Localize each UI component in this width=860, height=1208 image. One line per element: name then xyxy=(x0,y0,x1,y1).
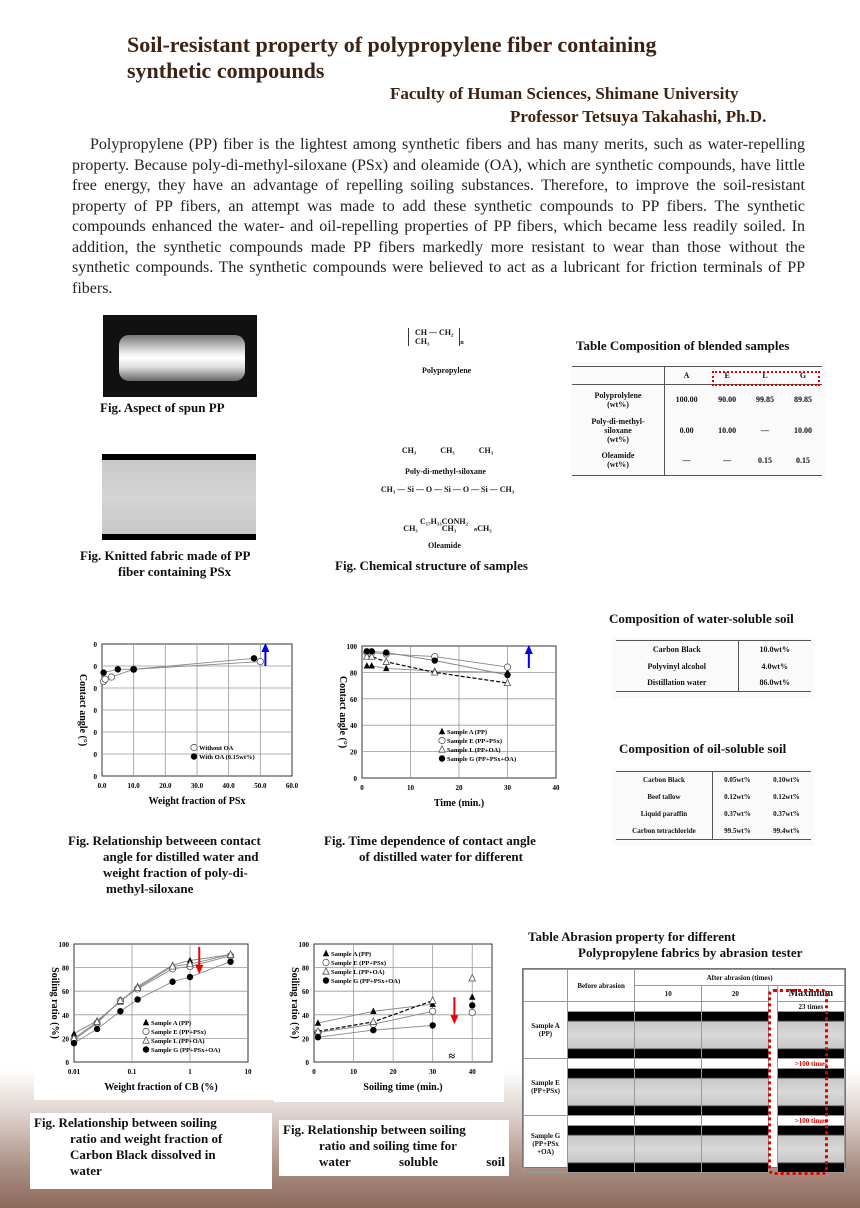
data-point xyxy=(191,753,197,759)
cell: 0.12wt% xyxy=(773,793,800,801)
data-point xyxy=(143,1028,149,1034)
blend-row xyxy=(572,385,822,415)
spun-pp-caption: Fig. Aspect of spun PP xyxy=(100,400,225,415)
data-point xyxy=(469,1009,475,1015)
y-tick-label: 80 xyxy=(350,669,357,678)
data-point xyxy=(469,1002,475,1008)
blend-table-title: Table Composition of blended samples xyxy=(576,338,790,353)
data-point xyxy=(94,1026,100,1032)
soiling-cb-caption xyxy=(30,1113,272,1189)
legend-label: Sample L (PP+OA) xyxy=(331,969,385,976)
cell: 0.37wt% xyxy=(773,810,800,818)
caption-line: angle for distilled water and xyxy=(103,849,259,864)
y-axis-label: Contact angle (°) xyxy=(337,675,348,749)
data-point xyxy=(432,657,438,663)
blend-header-g: G xyxy=(799,371,807,380)
row-label: Polyprolylene xyxy=(594,390,642,400)
cell: Polyvinyl alcohol xyxy=(616,658,738,675)
label-line: (PP+PSx xyxy=(532,1140,559,1148)
fabric-photo xyxy=(635,1126,702,1173)
time-dependence-caption xyxy=(324,833,536,865)
legend-label: Sample A (PP) xyxy=(151,1020,192,1027)
legend-label: Sample E (PP+PSx) xyxy=(447,738,502,745)
data-point xyxy=(257,658,263,664)
row-label-sample-a xyxy=(524,1002,568,1059)
cell: 0.00 xyxy=(679,425,694,435)
fabric-photo xyxy=(568,1126,635,1173)
x-axis-label: Soiling time (min.) xyxy=(363,1082,443,1093)
cell: — xyxy=(723,455,732,465)
x-tick-label: 40.0 xyxy=(222,782,235,790)
cell: 100.00 xyxy=(675,395,698,405)
data-point xyxy=(315,1034,321,1040)
oil-soil-container xyxy=(612,768,815,846)
x-tick-label: 40 xyxy=(552,784,560,792)
max-value: 23 times xyxy=(777,1002,844,1012)
y-tick-label: 20 xyxy=(62,1035,69,1044)
psx-structure xyxy=(355,418,540,548)
x-tick-label: 30.0 xyxy=(190,782,204,790)
abrasion-title-line-1: Table Abrasion property for different xyxy=(528,929,736,944)
y-tick-label: 0 xyxy=(93,663,97,671)
spun-pp-photo xyxy=(103,315,257,397)
legend-label: Sample A (PP) xyxy=(331,951,372,958)
row-label-sample-e xyxy=(524,1059,568,1116)
data-point xyxy=(115,666,121,672)
caption-word: water xyxy=(319,1154,351,1169)
data-point xyxy=(251,655,257,661)
fabric-photo xyxy=(635,1012,702,1059)
polypropylene-name: Polypropylene xyxy=(422,366,472,375)
y-tick-label: 0 xyxy=(93,773,97,781)
caption-line: methyl-siloxane xyxy=(106,881,194,896)
cell: 99.85 xyxy=(756,395,775,405)
y-tick-label: 0 xyxy=(93,641,97,649)
pp-unit-bottom: CH₃ xyxy=(415,337,430,346)
y-axis-label: Soiling ratio (%) xyxy=(289,967,300,1039)
row-label: Oleamide xyxy=(601,451,635,461)
cell: 0.10wt% xyxy=(773,776,800,785)
legend-label: Sample E (PP+PSx) xyxy=(151,1029,206,1036)
x-tick-label: 40 xyxy=(468,1068,476,1076)
caption-line: Fig. Relationship between soiling xyxy=(283,1122,466,1137)
blend-header-l: L xyxy=(762,371,768,380)
cell: 99.4wt% xyxy=(773,826,800,835)
x-axis-label: Weight fraction of PSx xyxy=(148,796,246,807)
y-tick-label: 60 xyxy=(350,695,357,704)
blend-row xyxy=(572,446,822,476)
data-point xyxy=(108,674,114,680)
y-tick-label: 0 xyxy=(305,1059,309,1067)
poster-title xyxy=(127,32,656,84)
x-tick-label: 0 xyxy=(312,1068,316,1076)
x-tick-label: 50.0 xyxy=(254,782,267,790)
caption-line: water xyxy=(70,1163,102,1178)
abrasion-title-line-2: Polypropylene fabrics by abrasion tester xyxy=(578,945,803,960)
y-tick-label: 40 xyxy=(350,722,357,731)
max-value: >100 times xyxy=(777,1059,844,1069)
legend-label: With OA (0.15wt%) xyxy=(199,754,255,761)
cell: Beef tallow xyxy=(616,789,712,806)
oil-soil-title: Composition of oil-soluble soil xyxy=(619,741,787,756)
label-line: Sample E xyxy=(531,1079,560,1087)
fabric-photo xyxy=(568,1012,635,1059)
legend-label: Without OA xyxy=(199,745,234,752)
fabric-caption xyxy=(80,548,250,580)
caption-line: weight fraction of poly-di- xyxy=(103,865,248,880)
legend-label: Sample L (PP+OA) xyxy=(151,1038,205,1045)
abstract: Polypropylene (PP) fiber is the lightest among synthetic fibers and has many merits, such as water-repelling property. Because poly-di-methyl-siloxane (PSx) and oleamide (OA), which are synthetic compounds, have little free energy, they have an advantage of repelling soiling substances. Therefore, to improve the soil-resistant property of PP fibers, an attempt was made to add these synthetic compounds to PP fibers. The synthetic compounds enhanced the water- and oil-repelling properties of PP fibers, which became less readily soiled. In addition, the synthetic compounds made PP fibers markedly more resistant to wear than those without the synthetic compounds. The synthetic compounds were believed to act as a lubricant for friction terminals of PP fibers. xyxy=(72,136,805,297)
y-tick-label: 0 xyxy=(353,775,357,783)
affiliation: Faculty of Human Sciences, Shimane University xyxy=(390,84,739,103)
label-line: (PP) xyxy=(538,1030,553,1038)
pp-n: n xyxy=(460,340,464,346)
legend-label: Sample G (PP+PSx+OA) xyxy=(151,1047,221,1054)
x-tick-label: 20 xyxy=(455,784,463,792)
y-tick-label: 40 xyxy=(302,1011,309,1020)
blend-header-e: E xyxy=(724,371,730,380)
chart-contact-angle-time-container xyxy=(320,632,570,822)
cell: 10.00 xyxy=(718,425,737,435)
blend-table-container xyxy=(570,362,826,480)
x-tick-label: 0.0 xyxy=(97,782,107,790)
caption-line: Fig. Time dependence of contact angle xyxy=(324,833,536,848)
data-point xyxy=(370,1027,376,1033)
cell: 10.00 xyxy=(794,425,812,435)
y-tick-label: 0 xyxy=(93,707,97,715)
x-tick-label: 10 xyxy=(407,784,414,792)
psx-name: Poly-di-methyl-siloxane xyxy=(405,467,486,476)
y-tick-label: 0 xyxy=(93,729,97,737)
y-tick-label: 100 xyxy=(298,941,309,949)
caption-line: Carbon Black dissolved in xyxy=(70,1147,216,1162)
cell: 4.0wt% xyxy=(761,661,788,671)
water-soil-table xyxy=(616,640,811,692)
x-tick-label: 60.0 xyxy=(285,782,299,790)
data-point xyxy=(323,959,329,965)
chart-soiling-time-container xyxy=(274,932,504,1102)
data-point xyxy=(429,1022,435,1028)
data-point xyxy=(100,669,106,675)
header-20: 20 xyxy=(702,986,769,1002)
fabric-photo xyxy=(635,1069,702,1116)
data-point xyxy=(227,959,233,965)
x-tick-label: 30 xyxy=(429,1068,437,1076)
fabric-photo xyxy=(702,1126,769,1173)
fabric-photo xyxy=(702,1012,769,1059)
header-after-abrasion: After abrasion (times) xyxy=(635,970,845,986)
row-label-sample-g xyxy=(524,1116,568,1173)
highlight-frame-egl xyxy=(712,371,820,386)
data-point xyxy=(71,1040,77,1046)
label-line: Sample G xyxy=(530,1132,561,1140)
cell: Liquid paraffin xyxy=(616,806,712,823)
knitted-fabric-photo xyxy=(102,454,256,540)
legend-label: Sample G (PP+PSx+OA) xyxy=(447,756,517,763)
fabric-caption-line-1: Fig. Knitted fabric made of PP xyxy=(80,548,251,563)
caption-line: of distilled water for different xyxy=(359,849,523,864)
abrasion-title xyxy=(528,929,802,961)
chem-caption: Fig. Chemical structure of samples xyxy=(335,558,528,573)
blend-header-a: A xyxy=(683,371,690,380)
label-line: Sample A xyxy=(531,1022,560,1030)
soiling-time-caption xyxy=(279,1120,509,1176)
legend-label: Sample A (PP) xyxy=(447,729,488,736)
title-line-1: Soil-resistant property of polypropylene fiber containing xyxy=(127,32,657,57)
header-maximum: Maximum xyxy=(777,986,844,1002)
psx-bottom: CH₃ CH₃ ₙCH₃ xyxy=(403,524,492,533)
data-point xyxy=(504,664,510,670)
x-tick-label: 10 xyxy=(244,1068,252,1076)
author: Professor Tetsuya Takahashi, Ph.D. xyxy=(510,107,767,126)
y-tick-label: 60 xyxy=(302,988,309,997)
fabric-photo xyxy=(702,1069,769,1116)
cell: 0.15 xyxy=(796,455,810,465)
caption-line: Fig. Relationship betweeen contact xyxy=(68,833,261,848)
row-unit: (wt%) xyxy=(607,399,629,409)
x-tick-label: 10 xyxy=(350,1068,358,1076)
cell: 99.5wt% xyxy=(724,826,751,835)
fabric-caption-line-2: fiber containing PSx xyxy=(118,564,232,579)
caption-word: soil xyxy=(486,1154,505,1169)
data-point xyxy=(383,649,389,655)
caption-line: ratio and weight fraction of xyxy=(70,1131,223,1146)
label-line: (PP+PSx) xyxy=(531,1087,560,1095)
axis-break-icon: ≈ xyxy=(448,1049,456,1063)
oleamide-formula: C₁₇H₃₃CONH₂ xyxy=(420,517,468,526)
x-tick-label: 0.1 xyxy=(127,1068,137,1076)
polypropylene-structure xyxy=(408,328,464,346)
x-tick-label: 0.01 xyxy=(67,1068,81,1076)
x-tick-label: 30 xyxy=(504,784,511,792)
chart-soiling-cb xyxy=(34,930,274,1100)
y-tick-label: 80 xyxy=(302,964,309,973)
psx-mid: CH₃ — Si — O — Si — O — Si — CH₃ xyxy=(380,485,515,494)
cell: Carbon Black xyxy=(616,641,738,658)
chart-contact-angle-time xyxy=(320,632,570,822)
cell: — xyxy=(682,455,691,465)
data-point xyxy=(191,744,197,750)
x-tick-label: 20.0 xyxy=(159,782,172,790)
y-axis-label: Contact angle (°) xyxy=(77,673,88,747)
y-tick-label: 40 xyxy=(62,1011,69,1020)
y-tick-label: 20 xyxy=(350,748,357,757)
y-tick-label: 0 xyxy=(93,751,97,759)
data-point xyxy=(429,1008,435,1014)
water-soil-title: Composition of water-soluble soil xyxy=(609,611,794,626)
cell: 0.37wt% xyxy=(724,810,751,818)
x-tick-label: 20 xyxy=(389,1068,397,1076)
cell: 0.15 xyxy=(758,455,773,465)
label-line: +OA) xyxy=(537,1148,554,1156)
fabric-photo xyxy=(568,1069,635,1116)
data-point xyxy=(504,672,510,678)
chart-contact-angle-psx xyxy=(64,632,302,822)
row-label: Poly-di-methyl-siloxane xyxy=(591,416,645,435)
data-point xyxy=(130,666,136,672)
cell: 89.85 xyxy=(794,395,812,405)
legend-label: Sample L (PP+OA) xyxy=(447,747,501,754)
data-point xyxy=(439,755,445,761)
data-point xyxy=(169,979,175,985)
blend-header-empty xyxy=(572,367,665,385)
data-point xyxy=(323,977,329,983)
chart-contact-angle-psx-container xyxy=(64,632,302,822)
y-axis-label: Soiling ratio (%) xyxy=(49,967,60,1039)
x-tick-label: 0 xyxy=(360,784,364,792)
cell: — xyxy=(761,425,770,435)
header-before-abrasion: Before abrasion xyxy=(568,970,635,1002)
y-tick-label: 60 xyxy=(62,988,69,997)
contact-angle-caption xyxy=(68,833,261,897)
x-axis-label: Time (min.) xyxy=(433,798,485,809)
data-point xyxy=(143,1046,149,1052)
cell: 90.00 xyxy=(718,395,737,405)
max-value: >100 times xyxy=(777,1116,844,1126)
cell: 10.0wt% xyxy=(759,644,790,654)
legend-label: Sample G (PP+PSx+OA) xyxy=(331,978,401,985)
x-tick-label: 1 xyxy=(188,1068,192,1076)
data-point xyxy=(439,737,445,743)
data-point xyxy=(117,1008,123,1014)
data-point xyxy=(187,974,193,980)
chart-soiling-time xyxy=(274,932,504,1102)
cell: Distillation water xyxy=(616,675,738,692)
cell: Carbon Black xyxy=(616,772,712,789)
caption-line: ratio and soiling time for xyxy=(319,1138,457,1153)
blend-row xyxy=(572,415,822,446)
caption-line: Fig. Relationship between soiling xyxy=(34,1115,217,1130)
data-point xyxy=(369,648,375,654)
chart-soiling-cb-container xyxy=(34,930,274,1100)
oleamide-name: Oleamide xyxy=(428,541,461,550)
water-soil-container xyxy=(612,637,815,699)
cell: 0.05wt% xyxy=(724,776,751,785)
legend-label: Sample E (PP+PSx) xyxy=(331,960,386,967)
y-tick-label: 20 xyxy=(302,1035,309,1044)
row-unit: (wt%) xyxy=(607,434,629,444)
cell: 86.0wt% xyxy=(759,678,790,688)
cell: 0.12wt% xyxy=(724,793,751,801)
maximum-highlight-frame xyxy=(768,989,828,1175)
data-point xyxy=(102,676,108,682)
y-tick-label: 0 xyxy=(93,685,97,693)
y-tick-label: 80 xyxy=(62,964,69,973)
data-point xyxy=(134,996,140,1002)
x-tick-label: 10.0 xyxy=(127,782,140,790)
y-tick-label: 100 xyxy=(346,643,357,651)
oil-soil-table xyxy=(616,771,811,840)
x-axis-label: Weight fraction of CB (%) xyxy=(104,1082,218,1093)
row-unit: (wt%) xyxy=(607,460,629,470)
psx-top: CH₃ CH₃ CH₃ xyxy=(401,446,494,455)
caption-line xyxy=(283,1154,505,1170)
pp-unit-top: CH — CH₂ xyxy=(415,328,454,337)
y-tick-label: 0 xyxy=(65,1059,69,1067)
cell: Carbon tetrachloride xyxy=(616,823,712,840)
header-10: 10 xyxy=(635,986,702,1002)
caption-word: soluble xyxy=(398,1154,438,1169)
y-tick-label: 100 xyxy=(58,941,69,949)
title-line-2: synthetic compounds xyxy=(127,58,325,83)
